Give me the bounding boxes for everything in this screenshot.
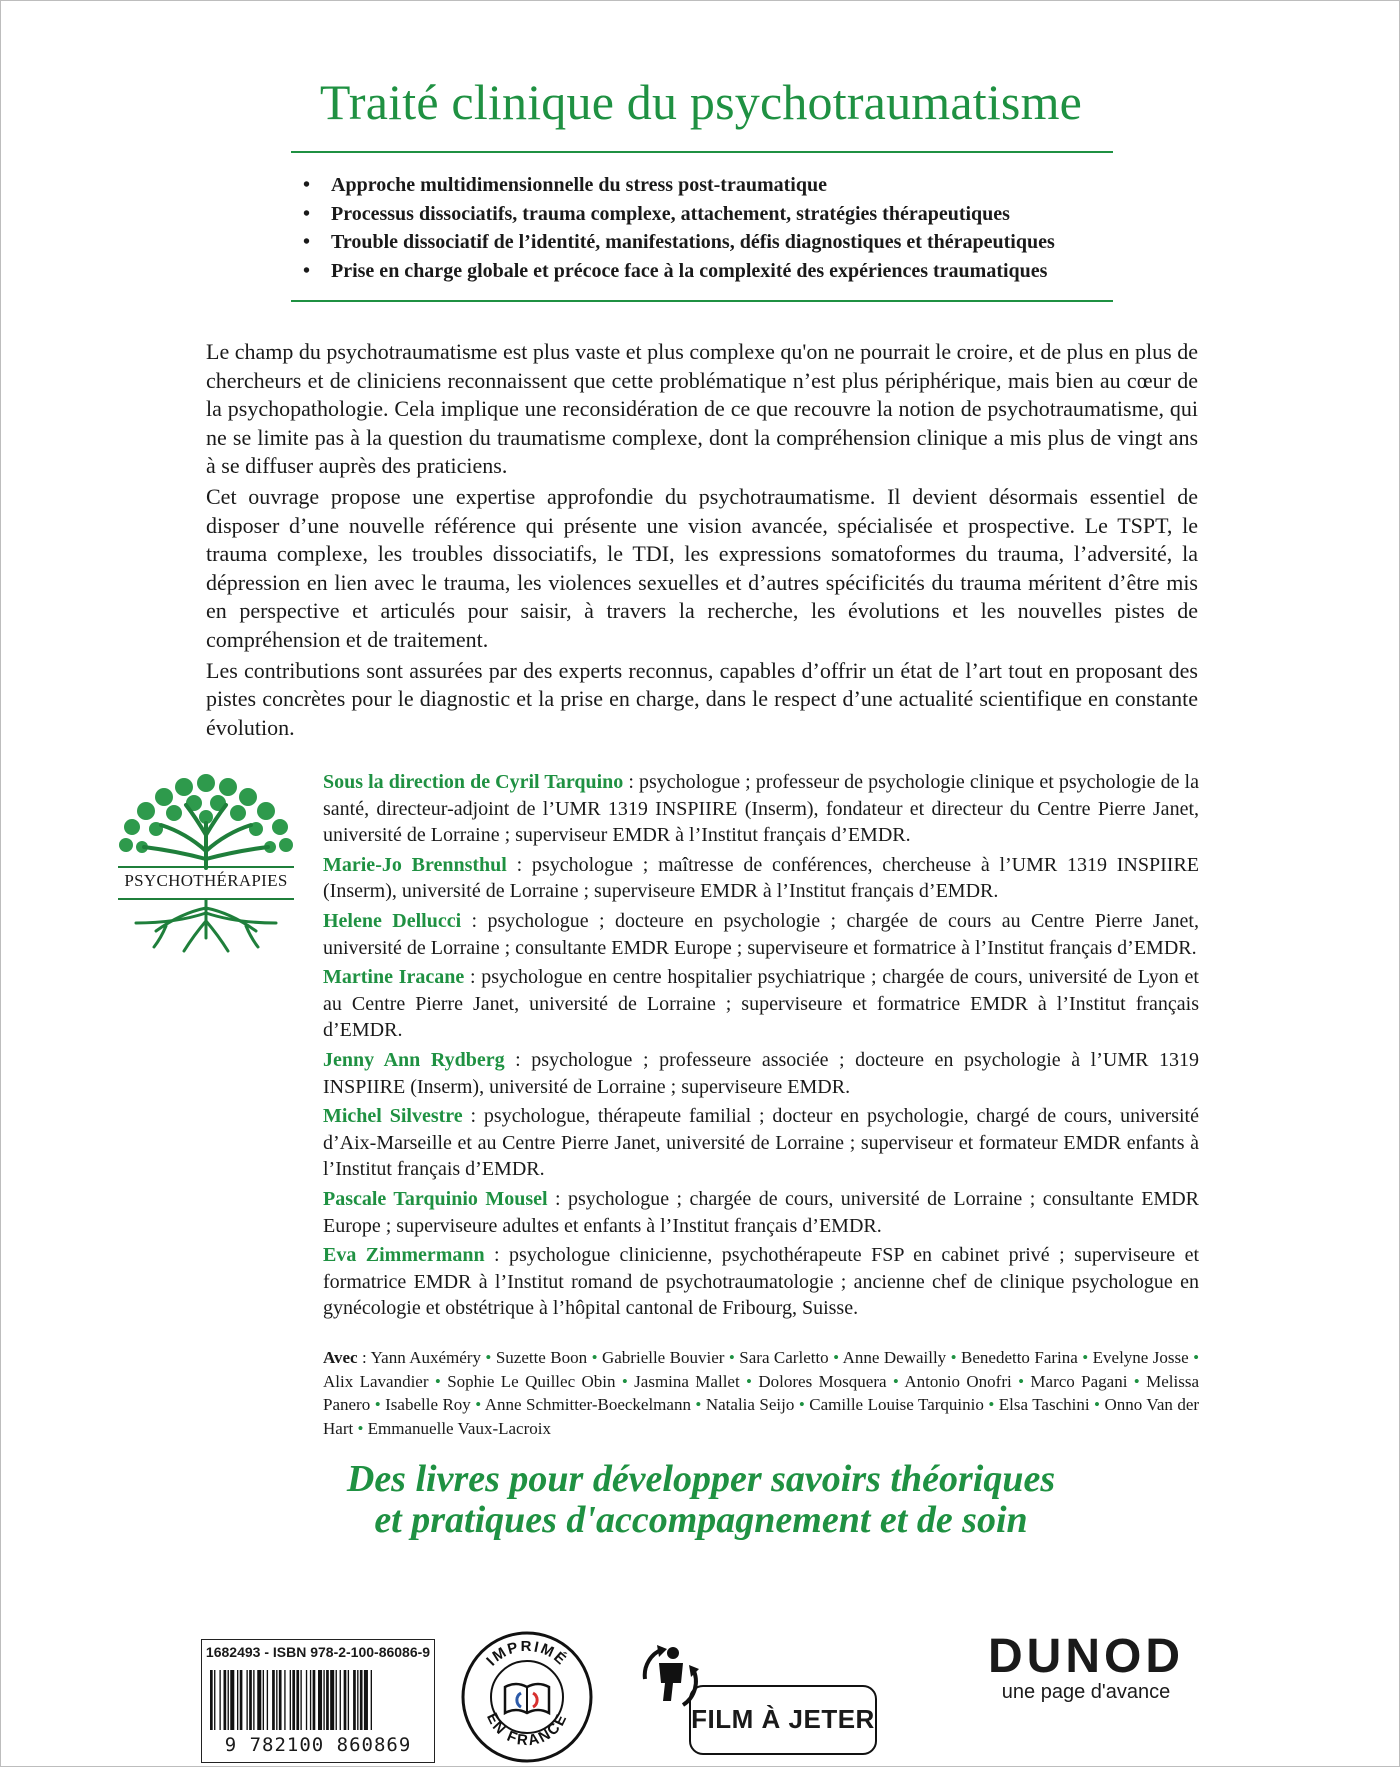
key-points-list [301, 171, 1055, 285]
badge-top-text: IMPRIMÉ [483, 1638, 571, 1670]
imprime-en-france-badge-icon [459, 1629, 595, 1765]
title-rule-bottom [291, 300, 1113, 302]
bullet-icon: • [303, 202, 311, 225]
separator-dot-icon: • [1077, 1348, 1093, 1367]
separator-dot-icon: • [946, 1348, 962, 1367]
book-title: Traité clinique du psychotraumatisme [319, 74, 1083, 130]
separator-dot-icon: • [886, 1371, 905, 1391]
separator-dot-icon: • [828, 1348, 843, 1367]
author-entry [323, 1186, 1199, 1239]
author-name: Eva Zimmermann [323, 1244, 485, 1267]
bullet-icon: • [303, 259, 311, 282]
isbn-label: 1682493 - ISBN 978-2-100-86086-9 [205, 1644, 431, 1660]
contributor-name: Benedetto Farina [961, 1348, 1078, 1367]
key-point: • Processus dissociatifs, trauma complexe, attachement, stratégies thérapeutiques [301, 200, 1055, 229]
intro-paragraph: Cet ouvrage propose une expertise approfondie du psychotraumatisme. Il devient désormais essentiel de disposer d’une nouvelle référence qui présente une vision avancée, spécialisée et prospective. Le TSPT, le trauma complexe, les troubles dissociatifs, le TDI, les expressions somatoformes du trauma, l’adversité, la dépression en lien avec le trauma, les violences sexuelles et d’autres spécificités du trauma méritent d’être mis en perspective et articulés pour saisir, à travers la recherche, les évolutions et les nouvelles pistes de compréhension et de traitement. [206, 483, 1198, 652]
intro-paragraph: Les contributions sont assurées par des experts reconnus, capables d’offrir un état de l’art tout en proposant des pistes concrètes pour le diagnostic et la prise en charge, dans le respect d’une actualité scientifique en constante évolution. [206, 657, 1198, 740]
bullet-icon: • [303, 174, 311, 196]
isbn-barcode-box [201, 1639, 435, 1763]
separator-dot-icon: • [724, 1348, 740, 1367]
author-bio: : psychologue ; maîtresse de conférences, chercheuse à l’UMR 1319 INSPIIRE (Inserm), université de Lorraine ; superviseure EMDR à l’Institut français d’EMDR. [323, 853, 1199, 903]
author-entry [323, 769, 1199, 849]
series-label: PSYCHOTHÉRAPIES [124, 871, 288, 890]
bullet-icon: • [303, 231, 311, 253]
contributor-name: Marco Pagani [1030, 1371, 1128, 1391]
contributor-name: Melissa Panero [323, 1371, 1200, 1414]
author-name: Helene Dellucci [323, 909, 462, 932]
author-entry [323, 908, 1199, 961]
separator-dot-icon: • [1011, 1371, 1031, 1391]
separator-dot-icon: • [1089, 1395, 1105, 1414]
contributor-name: Suzette Boon [495, 1348, 588, 1367]
separator-dot-icon: • [794, 1395, 810, 1414]
publisher-tagline: une page d'avance [1001, 1681, 1171, 1703]
intro-paragraph: Le champ du psychotraumatisme est plus vaste et plus complexe qu'on ne pourrait le croire, et de plus en plus de chercheurs et de cliniciens reconnaissent que cette problématique n’est plus périphérique, mais bien au cœur de la psychopathologie. Cela implique une reconsidération de ce que recouvre la notion de psychotraumatisme, qui ne se limite pas à la question du traumatisme complexe, dont la compréhension clinique a mis plus de vingt ans à se diffuser auprès des praticiens. [206, 339, 1198, 479]
author-bio: : psychologue, thérapeute familial ; docteur en psychologie, chargé de cours, université d’Aix-Marseille et au Centre Pierre Janet, université de Lorraine ; superviseur et formateur EMDR enfants à l’Institut français d’EMDR. [323, 1105, 1199, 1181]
authors-list [323, 769, 1199, 1325]
key-point: • Trouble dissociatif de l’identité, manifestations, défis diagnostiques et thérapeutiques [301, 228, 1055, 257]
intro-text [206, 338, 1198, 744]
separator-dot-icon: • [739, 1371, 759, 1391]
key-point: • Approche multidimensionnelle du stress post-traumatique [301, 171, 1055, 200]
contributor-name: Camille Louise Tarquinio [809, 1395, 984, 1414]
author-bio: : psychologue clinicienne, psychothérapeute FSP en cabinet privé ; superviseure et formatrice EMDR à l’Institut romand de psychotraumatologie ; ancienne chef de clinique psychologue en gynécologie et obstétrique à l’hôpital cantonal de Fribourg, Suisse. [323, 1244, 1199, 1320]
author-entry [323, 1242, 1199, 1322]
publisher-logo [971, 1631, 1201, 1703]
separator-dot-icon: • [587, 1348, 602, 1367]
author-name: Pascale Tarquinio Mousel [323, 1187, 548, 1210]
author-entry [323, 964, 1199, 1044]
contributor-name: Antonio Onofri [904, 1371, 1012, 1391]
separator-dot-icon: • [615, 1371, 635, 1391]
contributor-name: Anne Schmitter-Boeckelmann [484, 1395, 691, 1414]
separator-dot-icon: • [428, 1371, 448, 1391]
contributor-name: Yann Auxéméry [370, 1348, 481, 1367]
key-point: • Prise en charge globale et précoce face à la complexité des expériences traumatiques [301, 257, 1055, 286]
contributor-name: Anne Dewailly [842, 1348, 947, 1367]
separator-dot-icon: • [690, 1395, 706, 1414]
contributor-name: Gabrielle Bouvier [601, 1348, 725, 1367]
author-name: Michel Silvestre [323, 1105, 463, 1128]
separator-dot-icon: • [983, 1395, 999, 1414]
contributors-label: Avec [323, 1348, 358, 1367]
author-name: Martine Iracane [323, 966, 465, 989]
contributors-list: Avec : Yann Auxéméry • Suzette Boon • Gabrielle Bouvier • Sara Carletto • Anne Dewailly • Benedetto Farina • Evelyne Josse • Alix Lavandier • Sophie Le Quillec Obin • Jasmina Mallet • Dolores Mosquera • Antonio Onofri • Marco Pagani • Melissa Panero • Isabelle Roy • Anne Schmitter-Boeckelmann • Natalia Seijo • Camille Louise Tarquinio • Elsa Taschini • Onno Van der Hart • Emmanuelle Vaux-Lacroix [323, 1348, 1200, 1438]
separator-dot-icon: • [370, 1395, 386, 1414]
author-name: Sous la direction de Cyril Tarquino [323, 771, 624, 793]
author-bio: : psychologue ; docteure en psychologie ; chargée de cours au Centre Pierre Janet, université de Lorraine ; consultante EMDR Europe ; superviseure et formatrice à l’Institut français d’EMDR. [323, 909, 1199, 959]
barcode-digits: 9 782100 860869 [224, 1734, 412, 1756]
film-a-jeter-label: FILM À JETER [689, 1685, 877, 1755]
contributor-name: Alix Lavandier [323, 1371, 429, 1391]
separator-dot-icon: • [1127, 1371, 1147, 1391]
contributor-name: Onno Van der Hart [323, 1395, 1200, 1438]
title-rule-top [291, 151, 1113, 153]
contributor-name: Sophie Le Quillec Obin [447, 1371, 616, 1391]
contributor-name: Jasmina Mallet [634, 1371, 740, 1391]
contributor-name: Dolores Mosquera [758, 1371, 887, 1391]
tree-logo-icon [106, 763, 306, 963]
separator-dot-icon: • [353, 1418, 368, 1438]
badge-bottom-text: EN FRANCE [483, 1710, 571, 1750]
slogan [1, 1459, 1400, 1541]
slogan-line: Des livres pour développer savoirs théoriques [346, 1458, 1056, 1500]
publisher-name: DUNOD [988, 1630, 1184, 1683]
contributor-name: Sara Carletto [739, 1348, 829, 1367]
contributor-name: Elsa Taschini [998, 1395, 1090, 1414]
author-entry [323, 852, 1199, 905]
contributor-name: Natalia Seijo [705, 1395, 795, 1414]
author-name: Jenny Ann Rydberg [323, 1048, 505, 1071]
author-name: Marie-Jo Brennsthul [323, 853, 507, 876]
contributor-name: Emmanuelle Vaux-Lacroix [367, 1418, 551, 1438]
author-entry [323, 1047, 1199, 1100]
separator-dot-icon: • [470, 1395, 485, 1414]
contributor-name: Isabelle Roy [385, 1395, 471, 1414]
barcode-icon [208, 1670, 428, 1730]
author-bio: : psychologue ; professeure associée ; docteure en psychologie à l’UMR 1319 INSPIIRE (Inserm), université de Lorraine ; superviseure EMDR. [323, 1048, 1200, 1098]
author-entry [323, 1103, 1199, 1183]
slogan-line: et pratiques d'accompagnement et de soin [374, 1499, 1028, 1541]
contributor-name: Evelyne Josse [1092, 1348, 1189, 1367]
author-bio: : psychologue ; chargée de cours, université de Lorraine ; consultante EMDR Europe ; superviseure adultes et enfants à l’Institut français d’EMDR. [323, 1187, 1199, 1237]
author-bio: : psychologue ; professeur de psychologie clinique et psychologie de la santé, directeur-adjoint de l’UMR 1319 INSPIIRE (Inserm), fondateur et directeur du Centre Pierre Janet, université de Lorraine ; superviseur EMDR à l’Institut français d’EMDR. [323, 771, 1199, 847]
separator-dot-icon: • [1188, 1348, 1200, 1367]
author-bio: : psychologue en centre hospitalier psychiatrique ; chargée de cours, université de Lyon et au Centre Pierre Janet, université de Lorraine ; superviseure et formatrice EMDR à l’Institut français d’EMDR. [323, 966, 1199, 1042]
separator-dot-icon: • [480, 1348, 496, 1367]
